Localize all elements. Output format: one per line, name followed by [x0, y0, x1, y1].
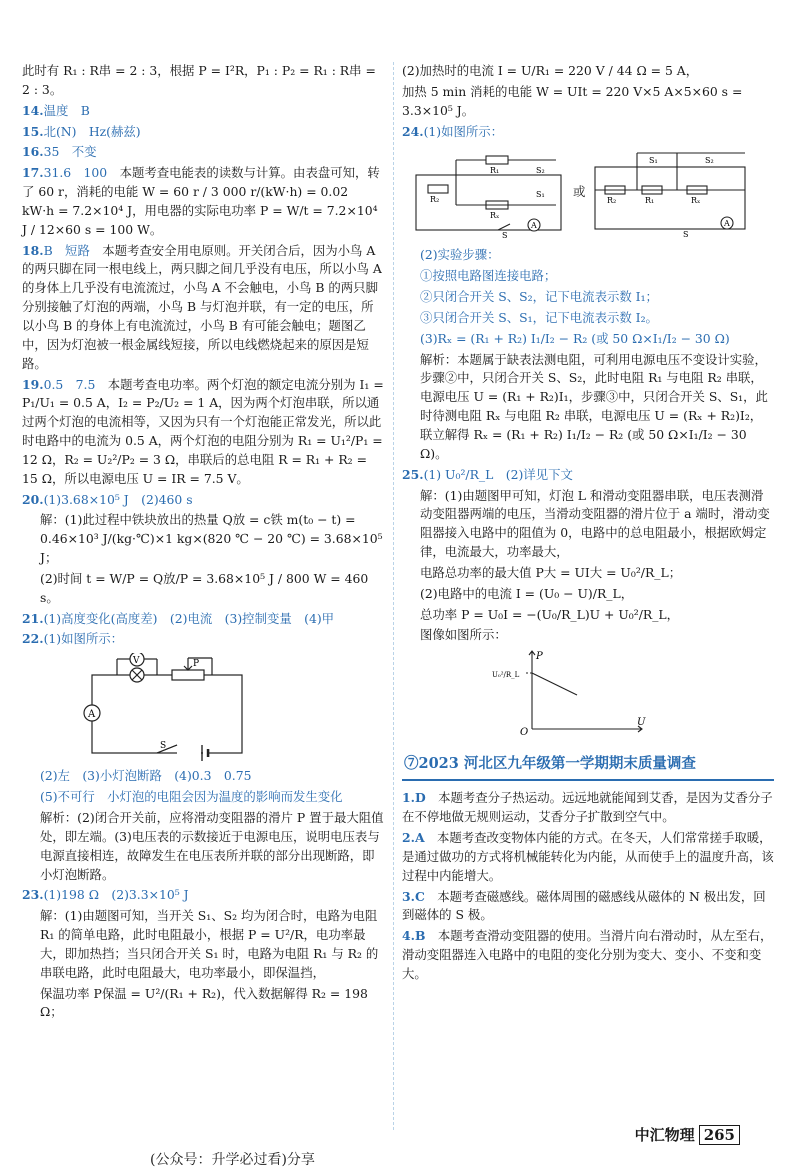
q20: 20.(1)3.68×10⁵ J (2)460 s	[22, 491, 193, 507]
page-footer	[635, 1124, 740, 1147]
svg-text:R₁: R₁	[645, 196, 655, 206]
svg-text:S₂: S₂	[536, 166, 545, 176]
circuit-diagram-q24-a	[406, 145, 571, 240]
q17: 17.31.6 100 本题考查电能表的读数与计算。由表盘可知，转了 60 r，消耗的电能 W = 60 r / 3 000 r/(kW·h) = 0.02 kW·h = 7.2×10⁴ J，用电器的实际电功率 P = W/t = 7.2×10⁴ J / 12×60 s = 100 W。	[22, 165, 380, 237]
q22-line3: (5)不可行 小灯泡的电阻会因为温度的影响而发生变化	[40, 789, 343, 805]
column-divider	[393, 62, 394, 1130]
s4: 4.B 本题考查滑动变阻器的使用。当滑片向右滑动时，从左至右，滑动变阻器连入电路中的电阻的变化分别为变大、变小、不变和变大。	[402, 928, 773, 981]
q22-line2: (2)左 (3)小灯泡断路 (4)0.3 0.75	[40, 768, 252, 784]
q18: 18.B 短路 本题考查安全用电原则。开关闭合后，因为小鸟 A 的两只脚在同一根电线上，两只脚之间几乎没有电压，所以小鸟 A 的身体上几乎没有电流流过，小鸟 A 不会触电，小鸟 B 的两只脚分别接触了灯泡的两端，小鸟 B 与灯泡并联，有一定的电压，所以小鸟 B 的身体上有电流流过，小鸟 B 有可能会触电；题图乙中，因为灯泡被一根金属线短接，所以电线燃烧起来的原因是短路。	[22, 242, 382, 371]
svg-text:S: S	[502, 231, 508, 241]
svg-text:S: S	[683, 230, 689, 240]
svg-text:R₁: R₁	[490, 166, 500, 176]
line-ratio: 此时有 R₁ : R串 = 2 : 3，根据 P = I²R，P₁ : P₂ = R₁ : R串 = 2 : 3。	[22, 63, 376, 97]
s1: 1.D 本题考查分子热运动。远远地就能闻到艾香，是因为艾香分子在不停地做无规则运动，艾香分子扩散到空气中。	[402, 790, 773, 825]
q19: 19.0.5 7.5 本题考查电功率。两个灯泡的额定电流分别为 I₁ = P₁/U₁ = 0.5 A，I₂ = P₂/U₂ = 1 A，因为两个灯泡串联，所以通过两个灯泡的电流相等，又因为只有一个灯泡能正常发光，所以此时电路中的电流为 0.5 A，两个灯泡的电阻分别为 R₁ = U₁²/P₁ = 12 Ω，R₂ = U₂²/P₂ = 3 Ω，串联后的总电阻 R = R₁ + R₂ = 15 Ω，所以电源电压 U = IR = 7.5 V。	[22, 376, 384, 486]
section-number: ⑦	[404, 755, 419, 773]
left-column	[22, 62, 384, 1024]
svg-text:S: S	[160, 741, 167, 752]
q24-diagrams	[406, 145, 774, 240]
graph-p-label: P	[536, 651, 543, 663]
svg-text:A: A	[88, 709, 96, 721]
q22-analysis: 解析：(2)闭合开关前，应将滑动变阻器的滑片 P 置于最大阻值处，即左端。(3)电压表的示数接近于电源电压，说明电压表与电源直接相连，故障发生在电压表所并联的部分出现断路，即小灯泡断路。	[40, 810, 384, 882]
q22: 22.(1)如图所示：	[22, 631, 124, 647]
svg-text:R₂: R₂	[607, 196, 617, 206]
q14: 14.温度 B	[22, 102, 90, 118]
page-number: 265	[699, 1125, 740, 1145]
q20-step2: (2)时间 t = W/P = Q放/P = 3.68×10⁵ J / 800 W = 460 s。	[40, 570, 369, 605]
q25: 25.(1) U₀²/R_L (2)详见下文	[402, 466, 573, 482]
q25-max-power: 电路总功率的最大值 P大 = UI大 = U₀²/R_L；	[420, 564, 682, 580]
s3: 3.C 本题考查磁感线。磁体周围的磁感线从磁体的 N 极出发，回到磁体的 S 极。	[402, 888, 766, 923]
graph-line	[532, 673, 577, 695]
svg-text:S₂: S₂	[705, 156, 715, 166]
book-title: 中汇物理	[634, 1126, 695, 1144]
q25-total-power: 总功率 P = U₀I = −(U₀/R_L)U + U₀²/R_L，	[420, 606, 680, 622]
svg-text:Rₓ: Rₓ	[490, 211, 500, 221]
graph-origin-label: O	[520, 727, 529, 738]
q15: 15.北(N) Hz(赫兹)	[22, 123, 141, 139]
circuit-diagram-q22	[62, 653, 282, 763]
q25-graph-label: 图像如图所示：	[420, 627, 507, 643]
power-voltage-graph	[492, 647, 652, 737]
q24: 24.(1)如图所示：	[402, 123, 504, 139]
q24-analysis: 解析：本题属于缺表法测电阻，可利用电源电压不变设计实验，步骤②中，只闭合开关 S、S₂，此时电阻 R₁ 与电阻 R₂ 串联，电源电压 U = (R₁ + R₂)I₁，步骤③中，只闭合开关 S、S₁，此时待测电阻 Rₓ 与电阻 R₂ 串联，电源电压 U = (Rₓ + R₂)I₂，联立解得 Rₓ = (R₁ + R₂) I₁/I₂ − R₂ (或 50 Ω×I₁/I₂ − 30 Ω)。	[420, 351, 768, 461]
q24-formula: (3)Rₓ = (R₁ + R₂) I₁/I₂ − R₂ (或 50 Ω×I₁/I₂ − 30 Ω)	[420, 330, 730, 346]
q16: 16.35 不变	[22, 144, 97, 160]
svg-text:V: V	[133, 656, 140, 667]
s2: 2.A 本题考查改变物体内能的方式。在冬天，人们常常搓手取暖，是通过做功的方式将机械能转化为内能，从而使手上的温度升高，该过程中内能增大。	[402, 829, 774, 883]
q23-current: (2)加热时的电流 I = U/R₁ = 220 V / 44 Ω = 5 A，	[402, 63, 699, 78]
svg-text:A: A	[724, 219, 731, 229]
q24-step-3: ③只闭合开关 S、S₁，记下电流表示数 I₂。	[420, 309, 658, 325]
svg-text:Rₓ: Rₓ	[691, 196, 701, 206]
q23-analysis: 解：(1)由题图可知，当开关 S₁、S₂ 均为闭合时，电路为电阻 R₁ 的简单电路，此时电阻最小，根据 P = U²/R，电功率最大，即加热挡；当只闭合开关 S₁ 时，电路为电阻 R₁ 与 R₂ 的串联电路，此时电阻最大，电功率最小，即保温挡，	[40, 908, 379, 980]
graph-y-intercept: U₀²/R_L	[492, 671, 520, 680]
svg-text:S₁: S₁	[649, 156, 659, 166]
circuit-diagram-q24-b	[587, 145, 757, 240]
q24-step-1: ①按照电路图连接电路；	[420, 268, 557, 284]
svg-text:P: P	[193, 659, 200, 670]
q23-energy: 加热 5 min 消耗的电能 W = UIt = 220 V×5 A×5×60 s = 3.3×10⁵ J。	[402, 83, 743, 118]
q21: 21.(1)高度变化(高度差) (2)电流 (3)控制变量 (4)甲	[22, 610, 335, 626]
section-header	[402, 753, 774, 781]
q25-analysis: 解：(1)由题图甲可知，灯泡 L 和滑动变阻器串联，电压表测滑动变阻器两端的电压，当滑动变阻器的滑片位于 a 端时，滑动变阻器接入电路中的阻值为 0，电路中的总电阻最小，根据欧姆定律，电流最大，功率最大，	[420, 487, 770, 560]
graph-u-label: U	[637, 717, 646, 729]
q23-power: 保温功率 P保温 = U²/(R₁ + R₂)，代入数据解得 R₂ = 198 Ω；	[40, 985, 368, 1020]
section-title: 2023 河北区九年级第一学期期末质量调查	[418, 755, 696, 773]
q20-step1: 解：(1)此过程中铁块放出的热量 Q放 = c铁 m(t₀ − t) = 0.46×10³ J/(kg·℃)×1 kg×(820 ℃ − 20 ℃) = 3.68×10⁵ J；	[40, 512, 383, 566]
svg-text:A: A	[531, 221, 537, 231]
svg-text:R₂: R₂	[430, 195, 440, 205]
share-note: (公众号：升学必过看)分享	[150, 1152, 315, 1168]
or-label: 或	[573, 184, 586, 200]
right-column	[402, 62, 774, 986]
q24-step-title: (2)实验步骤：	[420, 247, 500, 263]
q23: 23.(1)198 Ω (2)3.3×10⁵ J	[22, 887, 189, 903]
svg-text:S₁: S₁	[536, 190, 545, 200]
q25-current: (2)电路中的电流 I = (U₀ − U)/R_L，	[420, 585, 634, 601]
q24-step-2: ②只闭合开关 S、S₂，记下电流表示数 I₁；	[420, 289, 658, 305]
